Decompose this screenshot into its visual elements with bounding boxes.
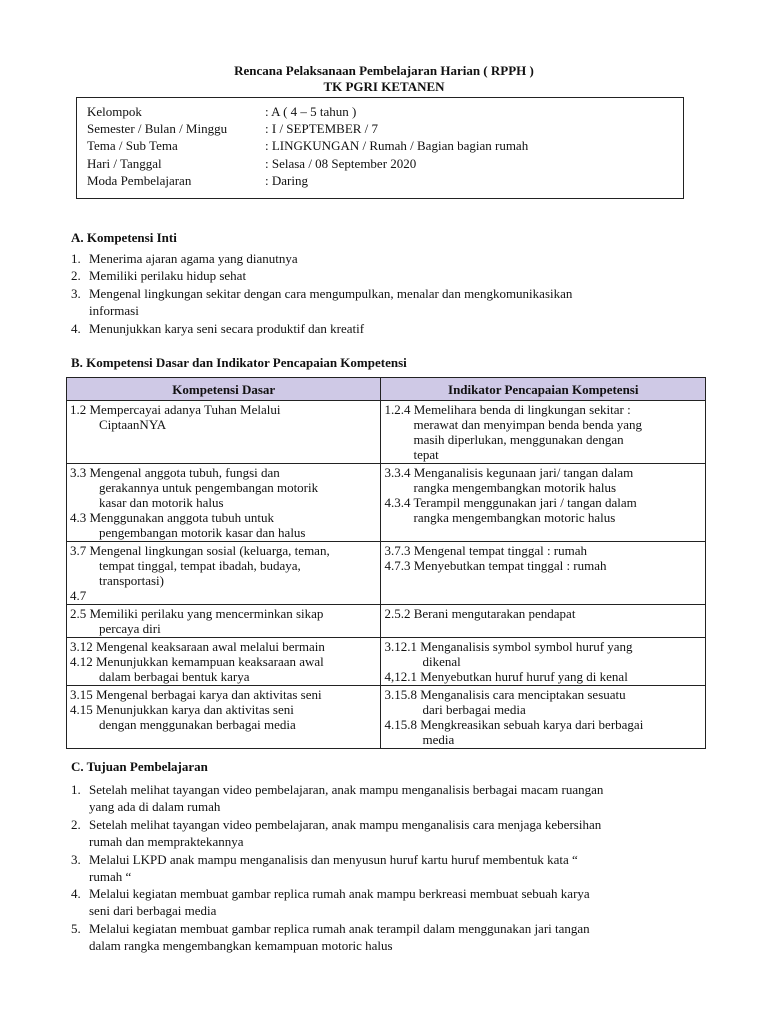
cell-line: dengan menggunakan berbagai media: [99, 717, 296, 732]
kompetensi-dasar-cell: [67, 464, 381, 542]
column-header-indikator: Indikator Pencapaian Kompetensi: [381, 378, 706, 401]
info-label: Hari / Tanggal: [87, 156, 162, 171]
cell-line: 3.3 Mengenal anggota tubuh, fungsi dan: [70, 465, 280, 480]
indikator-cell: [381, 605, 706, 638]
info-value: : Selasa / 08 September 2020: [265, 156, 417, 171]
table-row: [67, 542, 706, 605]
list-text: [89, 320, 711, 337]
cell-line: masih diperlukan, menggunakan dengan: [413, 432, 624, 447]
table-row: [67, 605, 706, 638]
list-number: 4.: [71, 886, 81, 901]
table-row: [67, 464, 706, 542]
cell-line: tepat: [413, 447, 439, 462]
list-number: 3.: [71, 286, 81, 301]
school-name: TK PGRI KETANEN: [323, 79, 445, 94]
info-value: : LINGKUNGAN / Rumah / Bagian bagian rumah: [265, 138, 529, 153]
list-number: 2.: [71, 268, 81, 283]
cell-line: 3.12.1 Menganalisis symbol symbol huruf yang: [384, 639, 633, 654]
cell-line: 4.12 Menunjukkan kemampuan keaksaraan awal: [70, 654, 324, 669]
table-header-row: [67, 378, 706, 401]
cell-line: 2.5.2 Berani mengutarakan pendapat: [384, 606, 576, 621]
cell-line: 3.7.3 Mengenal tempat tinggal : rumah: [384, 543, 588, 558]
table-row: [67, 638, 706, 686]
list-text-line: Melalui kegiatan membuat gambar replica rumah anak mampu berkreasi membuat sebuah karya: [89, 886, 590, 901]
cell-line: 4.7.3 Menyebutkan tempat tinggal : rumah: [384, 558, 607, 573]
list-text-line: Mengenal lingkungan sekitar dengan cara mengumpulkan, menalar dan mengkomunikasikan: [89, 286, 573, 301]
cell-line: dalam berbagai bentuk karya: [99, 669, 250, 684]
cell-line: 3.3.4 Menganalisis kegunaan jari/ tangan dalam: [384, 465, 634, 480]
list-text-line: Setelah melihat tayangan video pembelajaran, anak mampu menganalisis berbagai macam ruangan: [89, 782, 604, 797]
cell-line: 4.3 Menggunakan anggota tubuh untuk: [70, 510, 274, 525]
list-text-line: Melalui LKPD anak mampu menganalisis dan menyusun huruf kartu huruf membentuk kata “: [89, 852, 578, 867]
indikator-cell: [381, 401, 706, 464]
list-number: 1.: [71, 251, 81, 266]
competency-table: [66, 377, 706, 749]
cell-line: 3.12 Mengenal keaksaraan awal melalui bermain: [70, 639, 325, 654]
list-text-line: Memiliki perilaku hidup sehat: [89, 268, 247, 283]
cell-line: dari berbagai media: [422, 702, 526, 717]
kompetensi-dasar-cell: [67, 542, 381, 605]
list-text-line: informasi: [89, 303, 139, 318]
cell-line: 4.3.4 Terampil menggunakan jari / tangan dalam: [384, 495, 637, 510]
list-number: 5.: [71, 921, 81, 936]
cell-line: gerakannya untuk pengembangan motorik: [99, 480, 319, 495]
list-text: [89, 250, 711, 267]
list-text: [89, 285, 711, 319]
cell-line: 3.15 Mengenal berbagai karya dan aktivitas seni: [70, 687, 322, 702]
list-text-line: Setelah melihat tayangan video pembelajaran, anak mampu menganalisis cara menjaga kebersihan: [89, 817, 602, 832]
table-row: [67, 686, 706, 749]
cell-line: pengembangan motorik kasar dan halus: [99, 525, 306, 540]
info-box: [76, 97, 684, 199]
cell-line: 4.15.8 Mengkreasikan sebuah karya dari berbagai: [384, 717, 644, 732]
column-header-kompetensi-dasar: Kompetensi Dasar: [67, 378, 381, 401]
cell-line: 4,12.1 Menyebutkan huruf huruf yang di kenal: [384, 669, 628, 684]
info-label: Semester / Bulan / Minggu: [87, 121, 228, 136]
cell-line: 2.5 Memiliki perilaku yang mencerminkan sikap: [70, 606, 324, 621]
list-text: [89, 920, 711, 954]
list-text-line: Menunjukkan karya seni secara produktif dan kreatif: [89, 321, 365, 336]
list-text: [89, 781, 711, 815]
document-title: Rencana Pelaksanaan Pembelajaran Harian ( RPPH ): [234, 63, 534, 78]
indikator-cell: [381, 542, 706, 605]
info-label: Moda Pembelajaran: [87, 173, 192, 188]
cell-line: 4.15 Menunjukkan karya dan aktivitas seni: [70, 702, 294, 717]
kompetensi-dasar-cell: [67, 401, 381, 464]
cell-line: 1.2 Mempercayai adanya Tuhan Melalui: [70, 402, 281, 417]
list-text: [89, 816, 711, 850]
list-text-line: seni dari berbagai media: [89, 903, 217, 918]
list-text-line: dalam rangka mengembangkan kemampuan motoric halus: [89, 938, 393, 953]
list-number: 2.: [71, 817, 81, 832]
section-b-heading: B. Kompetensi Dasar dan Indikator Pencapaian Kompetensi: [71, 355, 407, 370]
list-text: [89, 851, 711, 885]
section-c-heading: C. Tujuan Pembelajaran: [71, 759, 208, 774]
indikator-cell: [381, 686, 706, 749]
info-value: : Daring: [265, 173, 308, 188]
cell-line: tempat tinggal, tempat ibadah, budaya,: [99, 558, 301, 573]
cell-line: transportasi): [99, 573, 164, 588]
list-number: 3.: [71, 852, 81, 867]
cell-line: rangka mengembangkan motoric halus: [413, 510, 616, 525]
cell-line: 4.7: [70, 588, 87, 603]
list-number: 1.: [71, 782, 81, 797]
table-row: [67, 401, 706, 464]
cell-line: merawat dan menyimpan benda benda yang: [413, 417, 642, 432]
cell-line: kasar dan motorik halus: [99, 495, 224, 510]
info-label: Kelompok: [87, 104, 142, 119]
list-text-line: yang ada di dalam rumah: [89, 799, 221, 814]
cell-line: percaya diri: [99, 621, 161, 636]
list-text: [89, 267, 711, 284]
cell-line: 3.15.8 Menganalisis cara menciptakan sesuatu: [384, 687, 626, 702]
indikator-cell: [381, 638, 706, 686]
kompetensi-dasar-cell: [67, 686, 381, 749]
list-text-line: Melalui kegiatan membuat gambar replica rumah anak terampil dalam menggunakan jari tangan: [89, 921, 590, 936]
cell-line: 1.2.4 Memelihara benda di lingkungan sekitar :: [384, 402, 631, 417]
list-text: [89, 885, 711, 919]
kompetensi-dasar-cell: [67, 638, 381, 686]
list-text-line: rumah “: [89, 869, 132, 884]
info-label: Tema / Sub Tema: [87, 138, 178, 153]
cell-line: CiptaanNYA: [99, 417, 167, 432]
cell-line: 3.7 Mengenal lingkungan sosial (keluarga, teman,: [70, 543, 330, 558]
list-text-line: Menerima ajaran agama yang dianutnya: [89, 251, 298, 266]
list-number: 4.: [71, 321, 81, 336]
info-value: : A ( 4 – 5 tahun ): [265, 104, 357, 119]
list-text-line: rumah dan mempraktekannya: [89, 834, 244, 849]
cell-line: dikenal: [422, 654, 461, 669]
section-a-heading: A. Kompetensi Inti: [71, 230, 177, 245]
kompetensi-dasar-cell: [67, 605, 381, 638]
indikator-cell: [381, 464, 706, 542]
cell-line: rangka mengembangkan motorik halus: [413, 480, 617, 495]
cell-line: media: [422, 732, 455, 747]
info-value: : I / SEPTEMBER / 7: [265, 121, 379, 136]
